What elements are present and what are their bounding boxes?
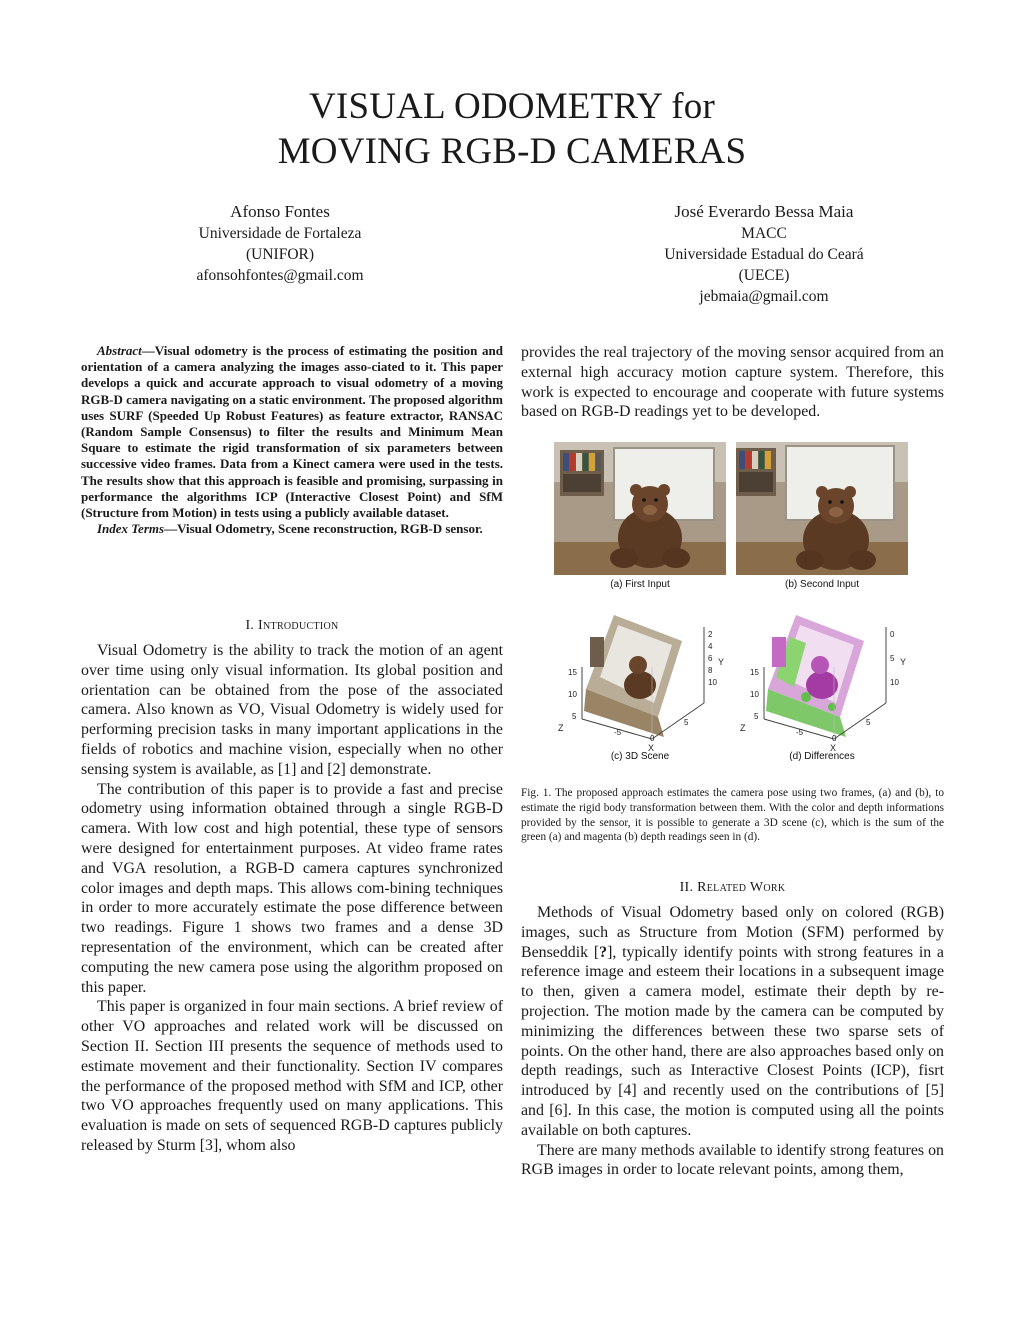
paper-title bbox=[0, 84, 1024, 174]
paragraph: Visual Odometry is the ability to track the motion of an agent over time using only visual information. Its global position and orientation can be obtained from the pose of the associated camera. Also known as VO, Visual Odometry is widely used for performing precision tasks in many important applications in the fields of robotics and machine vision, especially when no other sensing system is available, as [1] and [2] demonstrate. bbox=[81, 642, 503, 778]
differences-plot bbox=[736, 607, 908, 757]
title-line-1: VISUAL ODOMETRY for bbox=[309, 86, 715, 127]
index-terms bbox=[81, 521, 503, 537]
z-tick-label: 5 bbox=[572, 712, 577, 721]
y-tick-label: 0 bbox=[890, 630, 895, 639]
missing-citation: ? bbox=[599, 943, 608, 961]
section-title: Introduction bbox=[258, 618, 339, 633]
3d-scene-plot bbox=[554, 607, 726, 757]
paragraph: There are many methods available to identify strong features on RGB images in order to locate relevant points, among them, bbox=[521, 1141, 944, 1179]
figure-caption: Fig. 1. The proposed approach estimates the camera pose using two frames, (a) and (b), to estimate the rigid body transformation between them. With the color and depth informations provided by the sensor, it is possible to generate a 3D scene (c), which is the sum of the green (a) and magenta (b) depth readings seen in (d). bbox=[521, 787, 944, 844]
first-input-photo bbox=[554, 442, 726, 575]
figure-1 bbox=[552, 442, 914, 772]
author-affiliation: Universidade Estadual do Ceará bbox=[664, 246, 864, 263]
section-title: Related Work bbox=[697, 880, 786, 895]
z-axis-label: Z bbox=[740, 723, 746, 733]
x-tick-label: 0 bbox=[650, 734, 655, 743]
author-affiliation: Universidade de Fortaleza bbox=[198, 225, 362, 242]
paragraph: The contribution of this paper is to provide a fast and precise odometry using information obtained through a single RGB-D camera. With low cost and high potential, these type of sensors were designed for entertainment purposes. At video frame rates and VGA resolution, a RGB-D camera captures synchronized color images and depth maps. This allows com-bining techniques in order to more accurately estimate the pose difference between two readings. Figure 1 shows two frames and a dense 3D representation of the environment, which can be created after computing the new camera pose using the algorithm proposed on this paper. bbox=[81, 780, 503, 996]
introduction-body bbox=[81, 641, 503, 1156]
x-tick-label: -5 bbox=[796, 728, 804, 737]
z-tick-label: 15 bbox=[568, 668, 577, 677]
title-line-2: MOVING RGB-D CAMERAS bbox=[277, 131, 747, 172]
x-axis-label: X bbox=[830, 743, 837, 753]
introduction-continued bbox=[521, 343, 944, 422]
y-tick-label: 4 bbox=[708, 642, 713, 651]
author-name: José Everardo Bessa Maia bbox=[674, 202, 854, 221]
index-terms-text: —Visual Odometry, Scene reconstruction, RGB-D sensor. bbox=[164, 521, 483, 537]
author-block-1 bbox=[130, 201, 430, 286]
y-tick-label: 10 bbox=[708, 678, 717, 687]
author-affiliation-abbr: (UNIFOR) bbox=[245, 246, 315, 263]
z-tick-label: 10 bbox=[568, 690, 577, 699]
y-axis-label: Y bbox=[718, 657, 725, 667]
subfigure-label-c: (c) 3D Scene bbox=[610, 751, 670, 762]
related-work-body bbox=[521, 903, 944, 1180]
section-numeral: II. bbox=[679, 880, 694, 895]
author-email: jebmaia@gmail.com bbox=[699, 288, 829, 305]
y-tick-label: 2 bbox=[708, 630, 713, 639]
y-tick-label: 6 bbox=[708, 654, 713, 663]
abstract-paragraph bbox=[81, 343, 503, 521]
z-tick-label: 15 bbox=[750, 668, 759, 677]
author-affiliation-abbr: (UECE) bbox=[738, 267, 790, 284]
z-tick-label: 5 bbox=[754, 712, 759, 721]
x-tick-label: 5 bbox=[684, 718, 689, 727]
author-block-2 bbox=[594, 201, 934, 307]
subfigure-label-b: (b) Second Input bbox=[785, 579, 859, 590]
y-tick-label: 10 bbox=[890, 678, 899, 687]
author-name: Afonso Fontes bbox=[230, 202, 330, 221]
abstract bbox=[81, 343, 503, 537]
text-span: Methods of Visual Odometry based only on colored (RGB) images, such as Structure from Motion (SFM) performed by Benseddik [ bbox=[521, 904, 944, 961]
paragraph: This paper is organized in four main sections. A brief review of other VO approaches and related work will be discussed on Section II. Section III presents the sequence of methods used to estimate movement and their functionality. Section IV compares the performance of the proposed method with SfM and ICP, other two VO approaches frequently used on many applications. This evaluation is made on sets of sequenced RGB-D captures publicly released by Sturm [3], whom also bbox=[81, 998, 503, 1154]
z-tick-label: 10 bbox=[750, 690, 759, 699]
text-span: ], typically identify points with strong features in a reference image and esteem their locations in a subsequent image to then, given a camera model, estimate their depth by re-projection. The motion made by the camera can be computed by minimizing the differences between these two sparse sets of points. On the other hand, there are also approaches based only on depth readings, such as Interactive Closest Points (ICP), fisrt introduced by [4] and recently used on the contributions of [5] and [6]. In this case, the motion is computed using all the points available on both captures. bbox=[521, 943, 944, 1139]
paragraph bbox=[521, 903, 944, 1141]
section-numeral: I. bbox=[245, 618, 255, 633]
author-email: afonsohfontes@gmail.com bbox=[196, 267, 364, 284]
subfigure-label-a: (a) First Input bbox=[610, 579, 670, 590]
abstract-label: Abstract bbox=[97, 343, 142, 358]
x-tick-label: 5 bbox=[866, 718, 871, 727]
x-tick-label: 0 bbox=[832, 734, 837, 743]
y-axis-label: Y bbox=[900, 657, 907, 667]
x-tick-label: -5 bbox=[614, 728, 622, 737]
second-input-photo bbox=[736, 442, 908, 575]
author-department: MACC bbox=[741, 225, 787, 242]
y-tick-label: 5 bbox=[890, 654, 895, 663]
abstract-text: —Visual odometry is the process of estimating the position and orientation of a camera analyzing the images asso-ciated to it. This paper develops a quick and accurate approach to visual odometry of a moving RGB-D camera navigating on a static environment. The proposed algorithm uses SURF (Speeded Up Robust Features) as feature extractor, RANSAC (Random Sample Consensus) to filter the results and Minimum Mean Square to estimate the rigid transformation of six parameters between successive video frames. Data from a Kinect camera were used in the tests. The results show that this approach is feasible and promising, surpassing in performance the algorithms ICP (Interactive Closest Point) and SfM (Structure from Motion) in tests using a publicly available dataset. bbox=[81, 343, 503, 521]
index-terms-label: Index Terms bbox=[97, 521, 165, 537]
x-axis-label: X bbox=[648, 743, 655, 753]
subfigure-label-d: (d) Differences bbox=[789, 751, 855, 762]
section-heading-related-work bbox=[521, 880, 944, 896]
section-heading-introduction bbox=[81, 618, 503, 634]
z-axis-label: Z bbox=[558, 723, 564, 733]
y-tick-label: 8 bbox=[708, 666, 713, 675]
paragraph: provides the real trajectory of the moving sensor acquired from an external high accuracy motion capture system. Therefore, this work is expected to encourage and cooperate with future systems based on RGB-D readings yet to be developed. bbox=[521, 344, 944, 421]
